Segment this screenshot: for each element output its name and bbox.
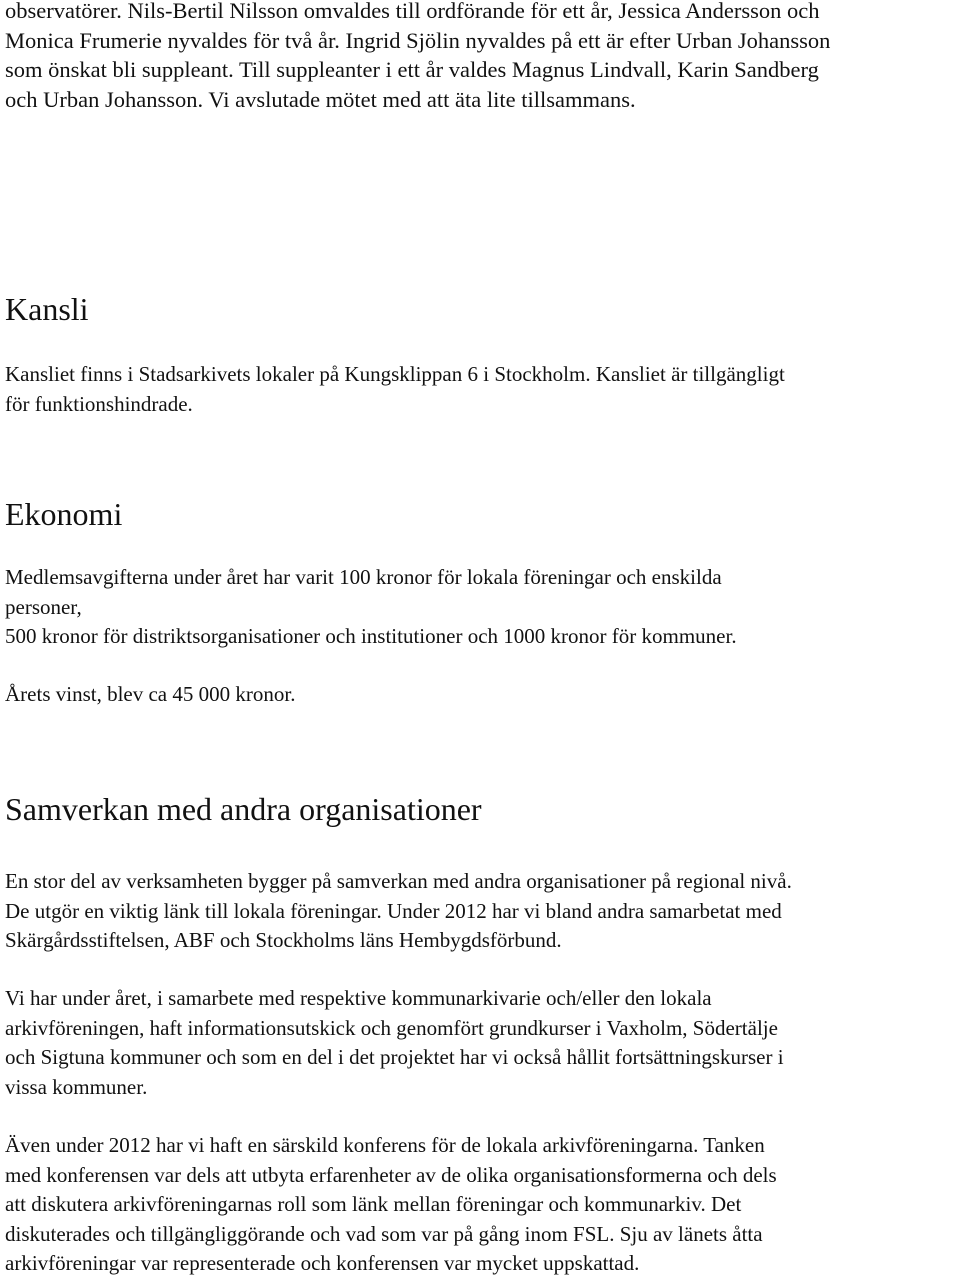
text-line: Vi har under året, i samarbete med respektive kommunarkivarie och/eller den lokala	[5, 986, 712, 1010]
section-heading-kansli: Kansli	[5, 291, 89, 327]
text-line: att diskutera arkivföreningarnas roll som länk mellan föreningar och kommunarkiv. Det	[5, 1192, 742, 1216]
ekonomi-paragraph-result	[5, 680, 960, 710]
ekonomi-paragraph-fees	[5, 563, 960, 652]
intro-paragraph	[5, 0, 955, 114]
text-line: De utgör en viktig länk till lokala föreningar. Under 2012 har vi bland andra samarbetat med	[5, 898, 782, 923]
section-heading-samverkan: Samverkan med andra organisationer	[5, 791, 482, 827]
text-line: arkivföreningar var representerade och konferensen var mycket uppskattad.	[5, 1251, 640, 1275]
text-line: observatörer. Nils-Bertil Nilsson omvaldes till ordförande för ett år, Jessica Andersson och	[5, 0, 820, 23]
text-line: diskuterades och tillgängliggörande och vad som var på gång inom FSL. Sju av länets åtta	[5, 1221, 763, 1246]
samverkan-paragraph-2	[5, 984, 960, 1102]
section-heading-ekonomi: Ekonomi	[5, 496, 123, 532]
text-line: Årets vinst, blev ca 45 000 kronor.	[5, 682, 296, 706]
text-line: Kansliet finns i Stadsarkivets lokaler på Kungsklippan 6 i Stockholm. Kansliet är tillgängligt	[5, 362, 785, 386]
text-line: Medlemsavgifterna under året har varit 100 kronor för lokala föreningar och enskilda	[5, 565, 722, 589]
text-line: för funktionshindrade.	[5, 391, 193, 416]
samverkan-paragraph-1	[5, 867, 960, 956]
text-line: Monica Frumerie nyvaldes för två år. Ingrid Sjölin nyvaldes på ett är efter Urban Johansson	[5, 27, 831, 53]
text-line: En stor del av verksamheten bygger på samverkan med andra organisationer på regional nivå.	[5, 869, 792, 893]
text-line: 500 kronor för distriktsorganisationer och institutioner och 1000 kronor för kommuner.	[5, 624, 737, 648]
kansli-paragraph	[5, 360, 960, 419]
text-line: Skärgårdsstiftelsen, ABF och Stockholms läns Hembygdsförbund.	[5, 928, 562, 952]
text-line: med konferensen var dels att utbyta erfarenheter av de olika organisationsformerna och dels	[5, 1162, 777, 1187]
text-line: och Urban Johansson. Vi avslutade mötet med att äta lite tillsammans.	[5, 86, 636, 112]
text-line: arkivföreningen, haft informationsutskick och genomfört grundkurser i Vaxholm, Södertälje	[5, 1015, 778, 1040]
samverkan-paragraph-3	[5, 1131, 960, 1279]
text-line: vissa kommuner.	[5, 1074, 148, 1099]
text-line: Även under 2012 har vi haft en särskild konferens för de lokala arkivföreningarna. Tanken	[5, 1133, 765, 1157]
text-line: personer,	[5, 594, 82, 619]
text-line: som önskat bli suppleant. Till suppleanter i ett år valdes Magnus Lindvall, Karin Sandberg	[5, 57, 819, 82]
text-line: och Sigtuna kommuner och som en del i det projektet har vi också hållit fortsättningskurser i	[5, 1045, 784, 1069]
